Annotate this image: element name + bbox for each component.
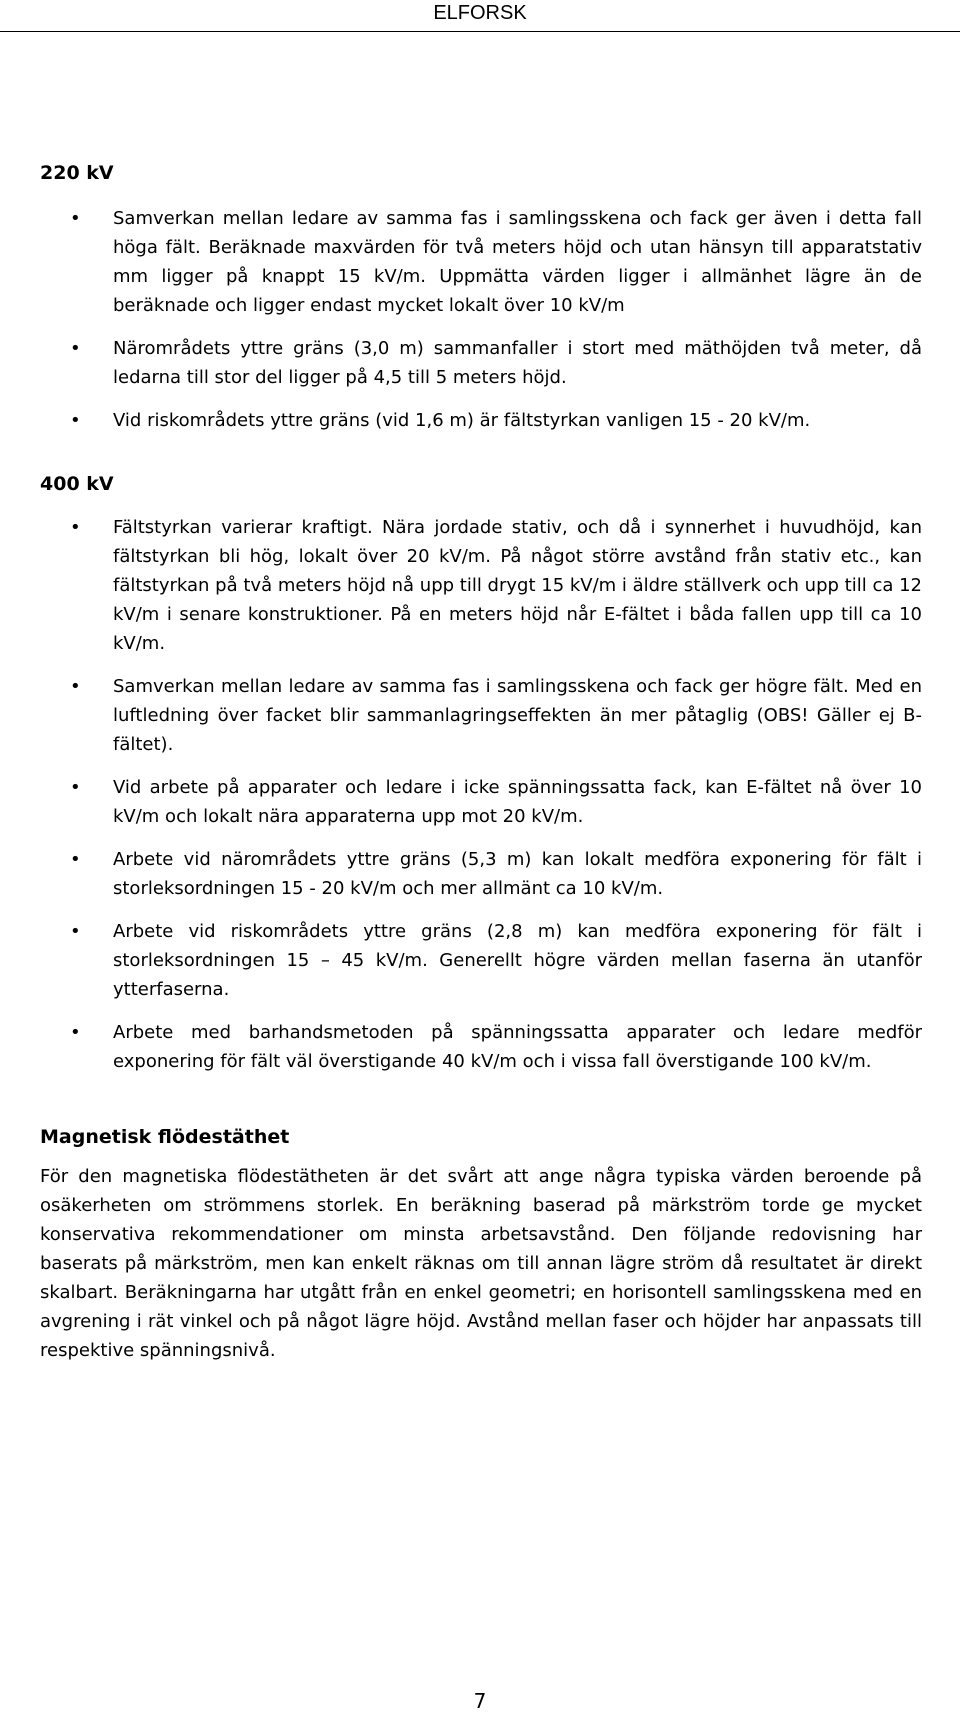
page-header xyxy=(0,0,960,32)
page-number: 7 xyxy=(473,1689,487,1713)
section-heading-magnetic: Magnetisk flödestäthet xyxy=(40,1126,290,1148)
list-item: • Vid arbete på apparater och ledare i icke spänningssatta fack, kan E-fältet nå över 10 kV/m och lokalt nära apparaterna upp mot 20 kV/m. xyxy=(40,773,922,831)
section-heading-220kv: 220 kV xyxy=(40,162,114,184)
list-item: • Arbete vid riskområdets yttre gräns (2,8 m) kan medföra exponering för fält i storleksordningen 15 – 45 kV/m. Generellt högre värden mellan faserna än utanför ytterfaserna. xyxy=(40,917,922,1004)
list-item: • Samverkan mellan ledare av samma fas i samlingsskena och fack ger även i detta fall höga fält. Beräknade maxvärden för två meters höjd och utan hänsyn till apparatstativ mm ligger på knappt 15 kV/m. Uppmätta värden ligger i allmänhet lägre än de beräknade och ligger endast mycket lokalt över 10 kV/m xyxy=(40,204,922,320)
list-item: • Närområdets yttre gräns (3,0 m) sammanfaller i stort med mäthöjden två meter, då ledarna till stor del ligger på 4,5 till 5 meters höjd. xyxy=(40,334,922,392)
bullet-list-220kv xyxy=(40,204,922,435)
list-item: • Samverkan mellan ledare av samma fas i samlingsskena och fack ger högre fält. Med en luftledning över facket blir sammanlagringseffekten än mer påtaglig (OBS! Gäller ej B-fältet). xyxy=(40,672,922,759)
list-item: • Arbete med barhandsmetoden på spänningssatta apparater och ledare medför exponering för fält väl överstigande 40 kV/m och i vissa fall överstigande 100 kV/m. xyxy=(40,1018,922,1076)
section-magnetic-flux-density xyxy=(40,1124,922,1365)
bullet-list-400kv xyxy=(40,513,922,1076)
document-body xyxy=(40,160,922,1365)
list-item: • Arbete vid närområdets yttre gräns (5,3 m) kan lokalt medföra exponering för fält i storleksordningen 15 - 20 kV/m och mer allmänt ca 10 kV/m. xyxy=(40,845,922,903)
section-220kv xyxy=(40,160,922,435)
header-title: ELFORSK xyxy=(433,2,527,24)
section-400kv xyxy=(40,471,922,1076)
list-item: • Fältstyrkan varierar kraftigt. Nära jordade stativ, och då i synnerhet i huvudhöjd, kan fältstyrkan bli hög, lokalt över 20 kV/m. På något större avstånd från stativ etc., kan fältstyrkan på två meters höjd nå upp till drygt 15 kV/m i äldre ställverk och upp till ca 12 kV/m i senare konstruktioner. På en meters höjd når E-fältet i båda fallen upp till ca 10 kV/m. xyxy=(40,513,922,658)
paragraph-magnetic: För den magnetiska flödestätheten är det svårt att ange några typiska värden beroende på osäkerheten om strömmens storlek. En beräkning baserad på märkström torde ge mycket konservativa rekommendationer om minsta arbetsavstånd. Den följande redovisning har baserats på märkström, men kan enkelt räknas om till annan lägre ström då resultatet är direkt skalbart. Beräkningarna har utgått från en enkel geometri; en horisontell samlingsskena med en avgrening i rät vinkel och på något lägre höjd. Avstånd mellan faser och höjder har anpassats till respektive spänningsnivå. xyxy=(40,1166,922,1361)
list-item: • Vid riskområdets yttre gräns (vid 1,6 m) är fältstyrkan vanligen 15 - 20 kV/m. xyxy=(40,406,922,435)
section-heading-400kv: 400 kV xyxy=(40,473,114,495)
